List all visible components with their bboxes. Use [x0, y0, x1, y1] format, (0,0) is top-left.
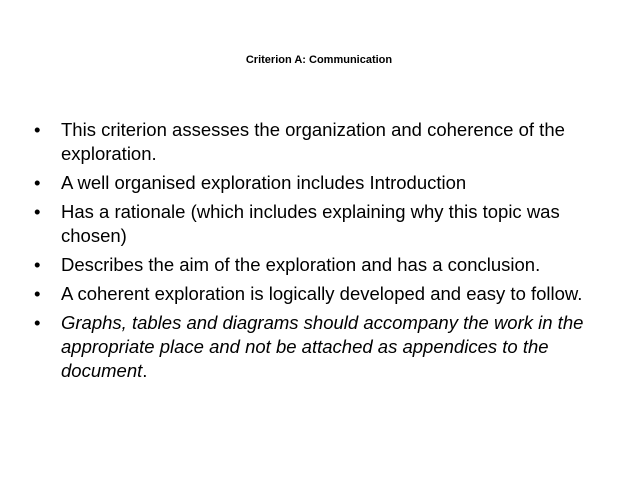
slide-title: Criterion A: Communication [245, 54, 393, 66]
bullet-item-6 [34, 311, 602, 383]
bullet-icon: • [34, 254, 41, 275]
bullet-icon: • [34, 172, 41, 193]
bullet-text: A coherent exploration is logically developed and easy to follow. [61, 283, 583, 304]
bullet-text: A well organised exploration includes Introduction [61, 172, 467, 193]
bullet-icon: • [34, 119, 41, 140]
bullet-list [34, 118, 602, 388]
bullet-icon: • [34, 201, 41, 222]
bullet-item-3 [34, 200, 602, 248]
bullet-icon: • [34, 283, 41, 304]
bullet-item-5 [34, 282, 602, 306]
bullet-item-4 [34, 253, 602, 277]
bullet-text: Describes the aim of the exploration and has a conclusion. [61, 254, 541, 275]
bullet-text: Has a rationale (which includes explaining why this topic was chosen) [61, 201, 560, 246]
bullet-item-1 [34, 118, 602, 166]
bullet-icon: • [34, 312, 41, 333]
bullet-text: This criterion assesses the organization and coherence of the exploration. [61, 119, 565, 164]
bullet-item-2 [34, 171, 602, 195]
bullet-text-tail: . [142, 360, 148, 381]
bullet-text-italic: Graphs, tables and diagrams should accompany the work in the appropriate place and not be attached as appendices to the document [61, 312, 584, 381]
